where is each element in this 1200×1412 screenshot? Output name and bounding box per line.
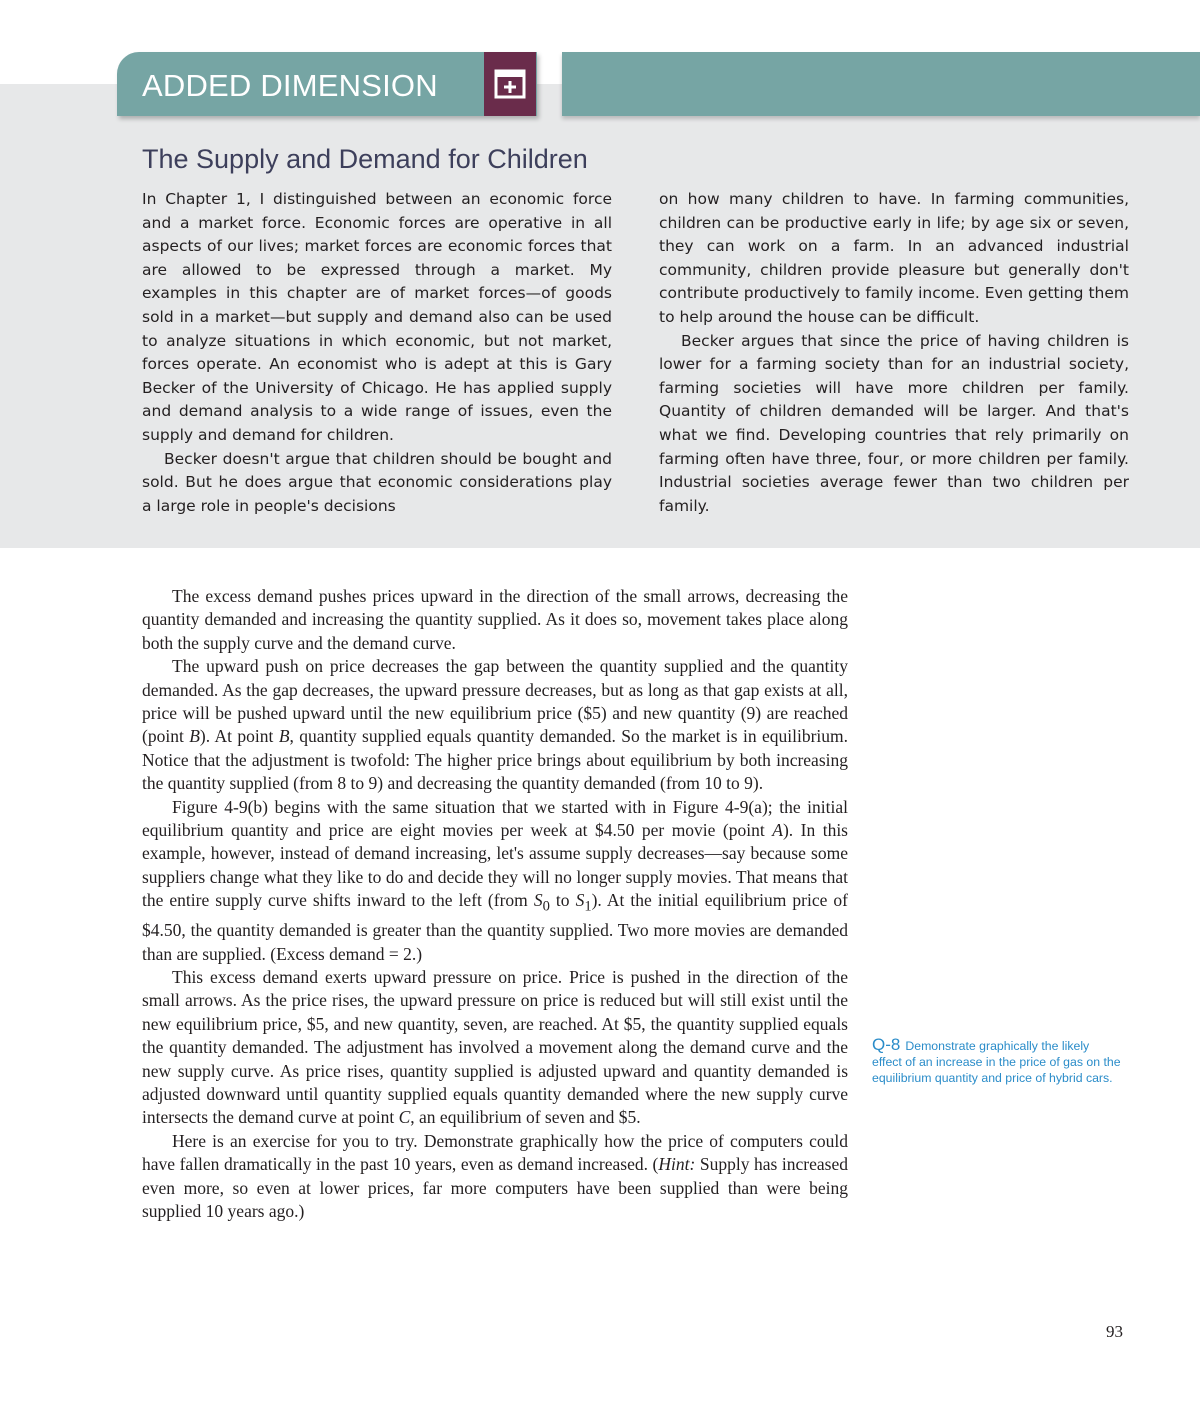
- box-label: ADDED DIMENSION: [142, 68, 438, 103]
- main-paragraph: The excess demand pushes prices upward in the direction of the small arrows, decreasing the quantity demanded and increasing the quantity supplied. As it does so, movement takes place along both the supply curve and the demand curve.: [142, 586, 848, 653]
- main-text: [142, 585, 848, 1223]
- box-icon-container: [484, 52, 536, 116]
- box-paragraph: In Chapter 1, I distinguished between an economic force and a market force. Economic forces are operative in all aspects of our lives; market forces are economic forces that are allowed to be expressed through a market. My examples in this chapter are of market forces—of goods sold in a market—but supply and demand also can be used to analyze situations in which economic, but not market, forces operate. An economist who is adept at this is Gary Becker of the University of Chicago. He has applied supply and demand analysis to a wide range of issues, even the supply and demand for children.: [142, 190, 612, 444]
- box-paragraph: on how many children to have. In farming communities, children can be productive early in life; by age six or seven, they can work on a farm. In an advanced industrial community, children provide pleasure but generally don't contribute productively to family income. Even getting them to help around the house can be difficult.: [659, 190, 1129, 326]
- main-paragraph: Here is an exercise for you to try. Demonstrate graphically how the price of computers could have fallen dramatically in the past 10 years, even as demand increased. (Hint: Supply has increased even more, so even at lower prices, far more computers have been supplied than were being supplied 10 years ago.): [142, 1130, 848, 1222]
- page-number: 93: [1106, 1322, 1123, 1341]
- box-paragraph: Becker argues that since the price of having children is lower for a farming society than for an industrial society, farming societies will have more children per family. Quantity of children demanded will be larger. And that's what we find. Developing countries that rely primarily on farming often have three, four, or more children per family. Industrial societies average fewer than two children per family.: [659, 331, 1129, 515]
- margin-question: [872, 1037, 1122, 1086]
- plus-box-icon: [493, 67, 527, 101]
- box-column-left: [142, 188, 612, 518]
- main-paragraph: Figure 4-9(b) begins with the same situation that we started with in Figure 4-9(a); the initial equilibrium quantity and price are eight movies per week at $4.50 per movie (point A). In this example, however, instead of demand increasing, let's assume supply decreases—say because some suppliers change what they like to do and decide they will no longer supply movies. That means that the entire supply curve shifts inward to the left (from $S_0$ to $S_1$). At the initial equilibrium price of $4.50, the quantity demanded is greater than the quantity supplied. Two more movies are demanded than are supplied. (Excess demand = 2.): [142, 796, 848, 964]
- box-title: The Supply and Demand for Children: [142, 144, 588, 174]
- question-number: Q-8: [872, 1035, 901, 1054]
- question-text: Demonstrate graphically the likely effect of an increase in the price of gas on the equilibrium quantity and price of hybrid cars.: [872, 1039, 1121, 1085]
- main-paragraph: The upward push on price decreases the gap between the quantity supplied and the quantity demanded. As the gap decreases, the upward pressure decreases, but as long as that gap exists at all, price will be pushed upward until the new equilibrium price ($5) and new quantity (9) are reached (point B). At point B, quantity supplied equals quantity demanded. So the market is in equilibrium. Notice that the adjustment is twofold: The higher price brings about equilibrium by both increasing the quantity supplied (from 8 to 9) and decreasing the quantity demanded (from 10 to 9).: [142, 656, 848, 794]
- box-column-right: [659, 188, 1129, 518]
- main-paragraph: This excess demand exerts upward pressure on price. Price is pushed in the direction of the small arrows. As the price rises, the upward pressure on price is reduced but will still exist until the new equilibrium price, $5, and new quantity, seven, are reached. At $5, the quantity supplied equals the quantity demanded. The adjustment has involved a movement along the demand curve and the new supply curve. As price rises, quantity supplied is adjusted upward and quantity demanded is adjusted downward until quantity supplied equals quantity demanded where the new supply curve intersects the demand curve at point C, an equilibrium of seven and $5.: [142, 967, 848, 1128]
- banner-right-bar: [562, 52, 1200, 116]
- box-paragraph: Becker doesn't argue that children should be bought and sold. But he does argue that economic considerations play a large role in people's decisions: [142, 449, 612, 515]
